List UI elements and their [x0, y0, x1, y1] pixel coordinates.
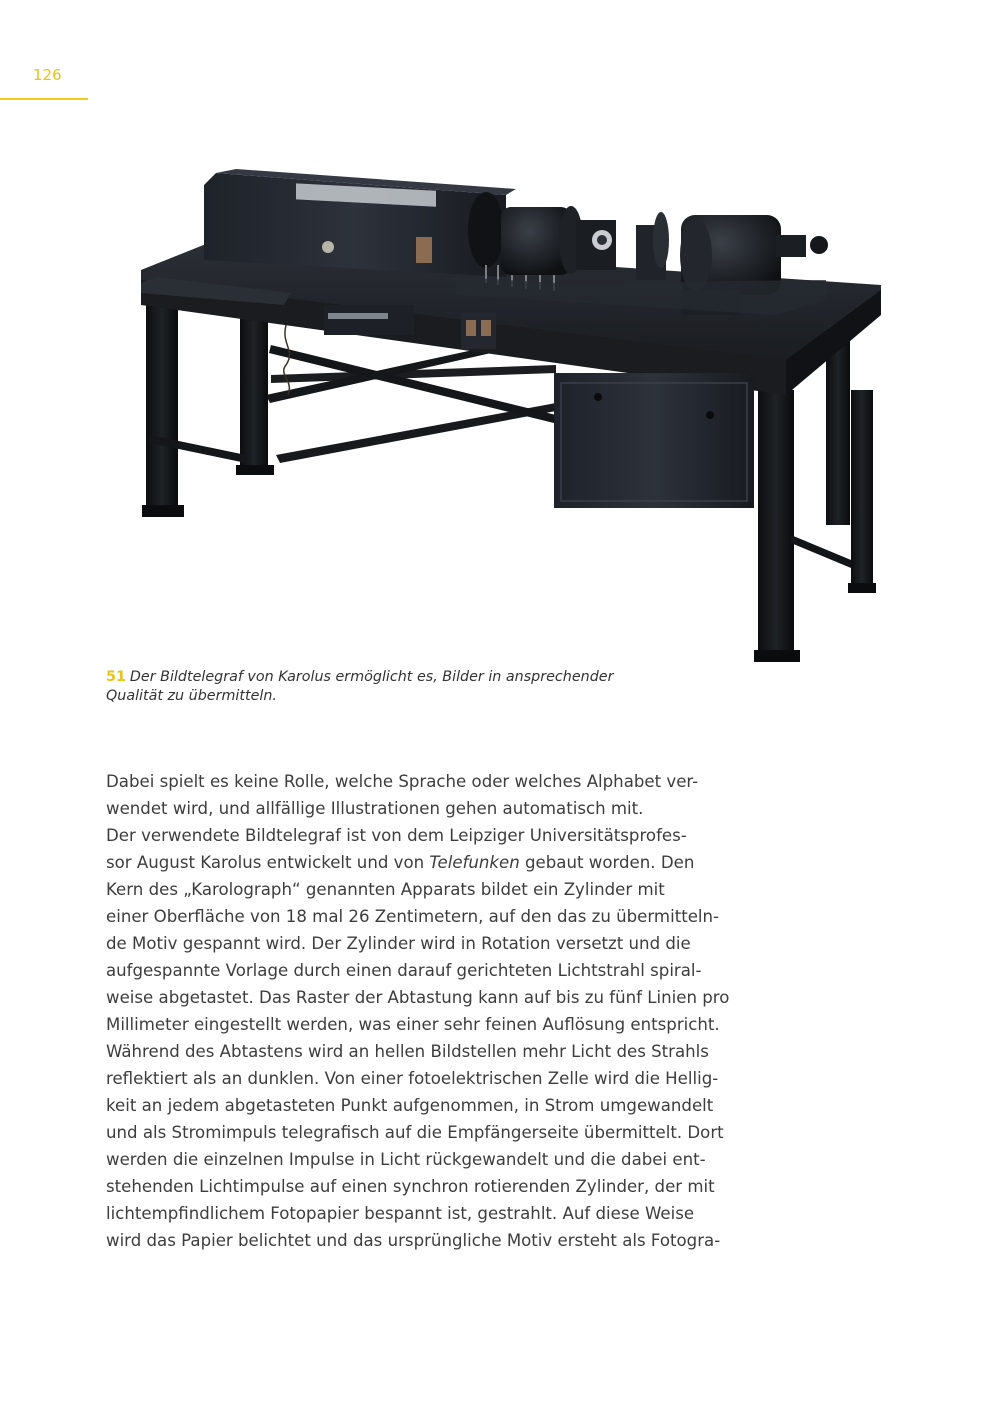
caption-line-2: Qualität zu übermitteln.: [106, 688, 277, 704]
body-line: wendet wird, und allfällige Illustrationen gehen automatisch mit.: [106, 799, 644, 818]
page-number: 126: [33, 66, 62, 84]
figure-bildtelegraf-photo: [136, 165, 888, 665]
body-line: Kern des „Karolograph“ genannten Apparats bildet ein Zylinder mit: [106, 880, 665, 899]
body-line: Dabei spielt es keine Rolle, welche Sprache oder welches Alphabet ver-: [106, 772, 699, 791]
body-line-segment: gebaut worden. Den: [519, 853, 695, 872]
figure-caption: [106, 668, 666, 706]
body-line: wird das Papier belichtet und das ursprüngliche Motiv ersteht als Fotogra-: [106, 1231, 721, 1250]
body-line: und als Stromimpuls telegrafisch auf die Empfängerseite übermittelt. Dort: [106, 1123, 724, 1142]
body-line: [106, 849, 786, 876]
body-line: weise abgetastet. Das Raster der Abtastung kann auf bis zu fünf Linien pro: [106, 988, 730, 1007]
body-line: werden die einzelnen Impulse in Licht rückgewandelt und die dabei ent-: [106, 1150, 706, 1169]
body-line: lichtempfindlichem Fotopapier bespannt ist, gestrahlt. Auf diese Weise: [106, 1204, 695, 1223]
page-number-rule: [0, 98, 88, 100]
telefunken-italic: Telefunken: [429, 853, 520, 872]
figure-number: 51: [106, 669, 126, 685]
body-line-segment: sor August Karolus entwickelt und von: [106, 853, 430, 872]
body-line: stehenden Lichtimpulse auf einen synchron rotierenden Zylinder, der mit: [106, 1177, 715, 1196]
body-line: aufgespannte Vorlage durch einen darauf gerichteten Lichtstrahl spiral-: [106, 961, 702, 980]
body-line: reflektiert als an dunklen. Von einer fotoelektrischen Zelle wird die Hellig-: [106, 1069, 719, 1088]
caption-line-1: Der Bildtelegraf von Karolus ermöglicht es, Bilder in ansprechender: [129, 669, 614, 685]
body-line: keit an jedem abgetasteten Punkt aufgenommen, in Strom umgewandelt: [106, 1096, 714, 1115]
body-text: [106, 768, 786, 1254]
body-line: Millimeter eingestellt werden, was einer sehr feinen Auflösung entspricht.: [106, 1015, 720, 1034]
bildtelegraf-machine-illustration: [136, 165, 888, 665]
body-line: de Motiv gespannt wird. Der Zylinder wird in Rotation versetzt und die: [106, 934, 691, 953]
body-line: einer Oberfläche von 18 mal 26 Zentimetern, auf den das zu übermitteln-: [106, 907, 720, 926]
body-line: Während des Abtastens wird an hellen Bildstellen mehr Licht des Strahls: [106, 1042, 709, 1061]
body-line: Der verwendete Bildtelegraf ist von dem Leipziger Universitätsprofes-: [106, 826, 687, 845]
